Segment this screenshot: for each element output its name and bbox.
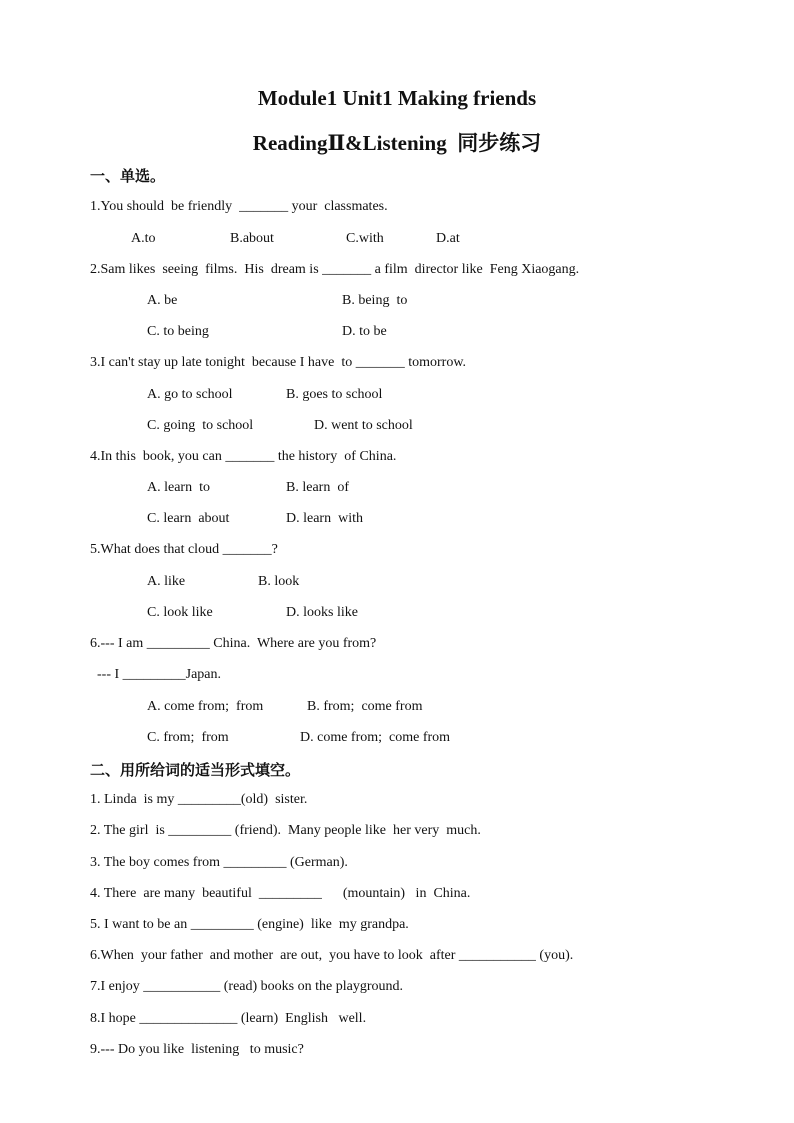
question-6-stem-reply: --- I _________Japan. xyxy=(90,667,222,682)
question-5-option-d: D. looks like xyxy=(286,605,358,620)
question-4-option-b: B. learn of xyxy=(286,480,349,495)
question-1-option-d: D.at xyxy=(436,231,460,246)
question-4-stem: 4.In this book, you can _______ the history of China. xyxy=(90,449,397,464)
question-3-option-d: D. went to school xyxy=(314,418,413,433)
fill-item-2: 2. The girl is _________ (friend). Many people like her very much. xyxy=(90,823,481,838)
question-6-option-b: B. from; come from xyxy=(307,699,423,714)
question-3-option-b: B. goes to school xyxy=(286,387,383,402)
question-1-option-b: B.about xyxy=(230,231,274,246)
fill-item-3: 3. The boy comes from _________ (German). xyxy=(90,855,348,870)
question-3-stem: 3.I can't stay up late tonight because I have to _______ tomorrow. xyxy=(90,355,467,370)
question-2-option-a: A. be xyxy=(147,293,178,308)
fill-item-4: 4. There are many beautiful _________ (mountain) in China. xyxy=(90,886,471,901)
question-5-stem: 5.What does that cloud _______? xyxy=(90,542,278,557)
question-5-option-c: C. look like xyxy=(147,605,213,620)
question-6-option-d: D. come from; come from xyxy=(300,730,451,745)
question-1-stem: 1.You should be friendly _______ your classmates. xyxy=(90,199,388,214)
question-6-option-a: A. come from; from xyxy=(147,699,264,714)
question-5-option-a: A. like xyxy=(147,574,186,589)
question-4-option-d: D. learn with xyxy=(286,511,363,526)
question-3-option-a: A. go to school xyxy=(147,387,233,402)
question-1-option-c: C.with xyxy=(346,231,384,246)
page-subtitle: ReadingⅡ&Listening 同步练习 xyxy=(252,131,542,155)
question-2-option-b: B. being to xyxy=(342,293,408,308)
question-4-option-a: A. learn to xyxy=(147,480,210,495)
question-1-option-a: A.to xyxy=(131,231,156,246)
question-2-option-d: D. to be xyxy=(342,324,387,339)
fill-item-8: 8.I hope ______________ (learn) English well. xyxy=(90,1011,367,1026)
question-2-option-c: C. to being xyxy=(147,324,209,339)
question-6-option-c: C. from; from xyxy=(147,730,229,745)
fill-item-9: 9.--- Do you like listening to music? xyxy=(90,1042,304,1057)
fill-item-1: 1. Linda is my _________(old) sister. xyxy=(90,792,308,807)
question-3-option-c: C. going to school xyxy=(147,418,254,433)
section-2-heading: 二、用所给词的适当形式填空。 xyxy=(90,761,301,779)
fill-item-6: 6.When your father and mother are out, you have to look after ___________ (you). xyxy=(90,948,574,963)
question-6-stem: 6.--- I am _________ China. Where are you from? xyxy=(90,636,377,651)
question-2-stem: 2.Sam likes seeing films. His dream is _______ a film director like Feng Xiaogang. xyxy=(90,262,580,277)
page-title: Module1 Unit1 Making friends xyxy=(257,86,537,110)
section-1-heading: 一、单选。 xyxy=(90,167,166,185)
fill-item-7: 7.I enjoy ___________ (read) books on the playground. xyxy=(90,979,403,994)
question-5-option-b: B. look xyxy=(258,574,300,589)
question-4-option-c: C. learn about xyxy=(147,511,230,526)
fill-item-5: 5. I want to be an _________ (engine) like my grandpa. xyxy=(90,917,409,932)
